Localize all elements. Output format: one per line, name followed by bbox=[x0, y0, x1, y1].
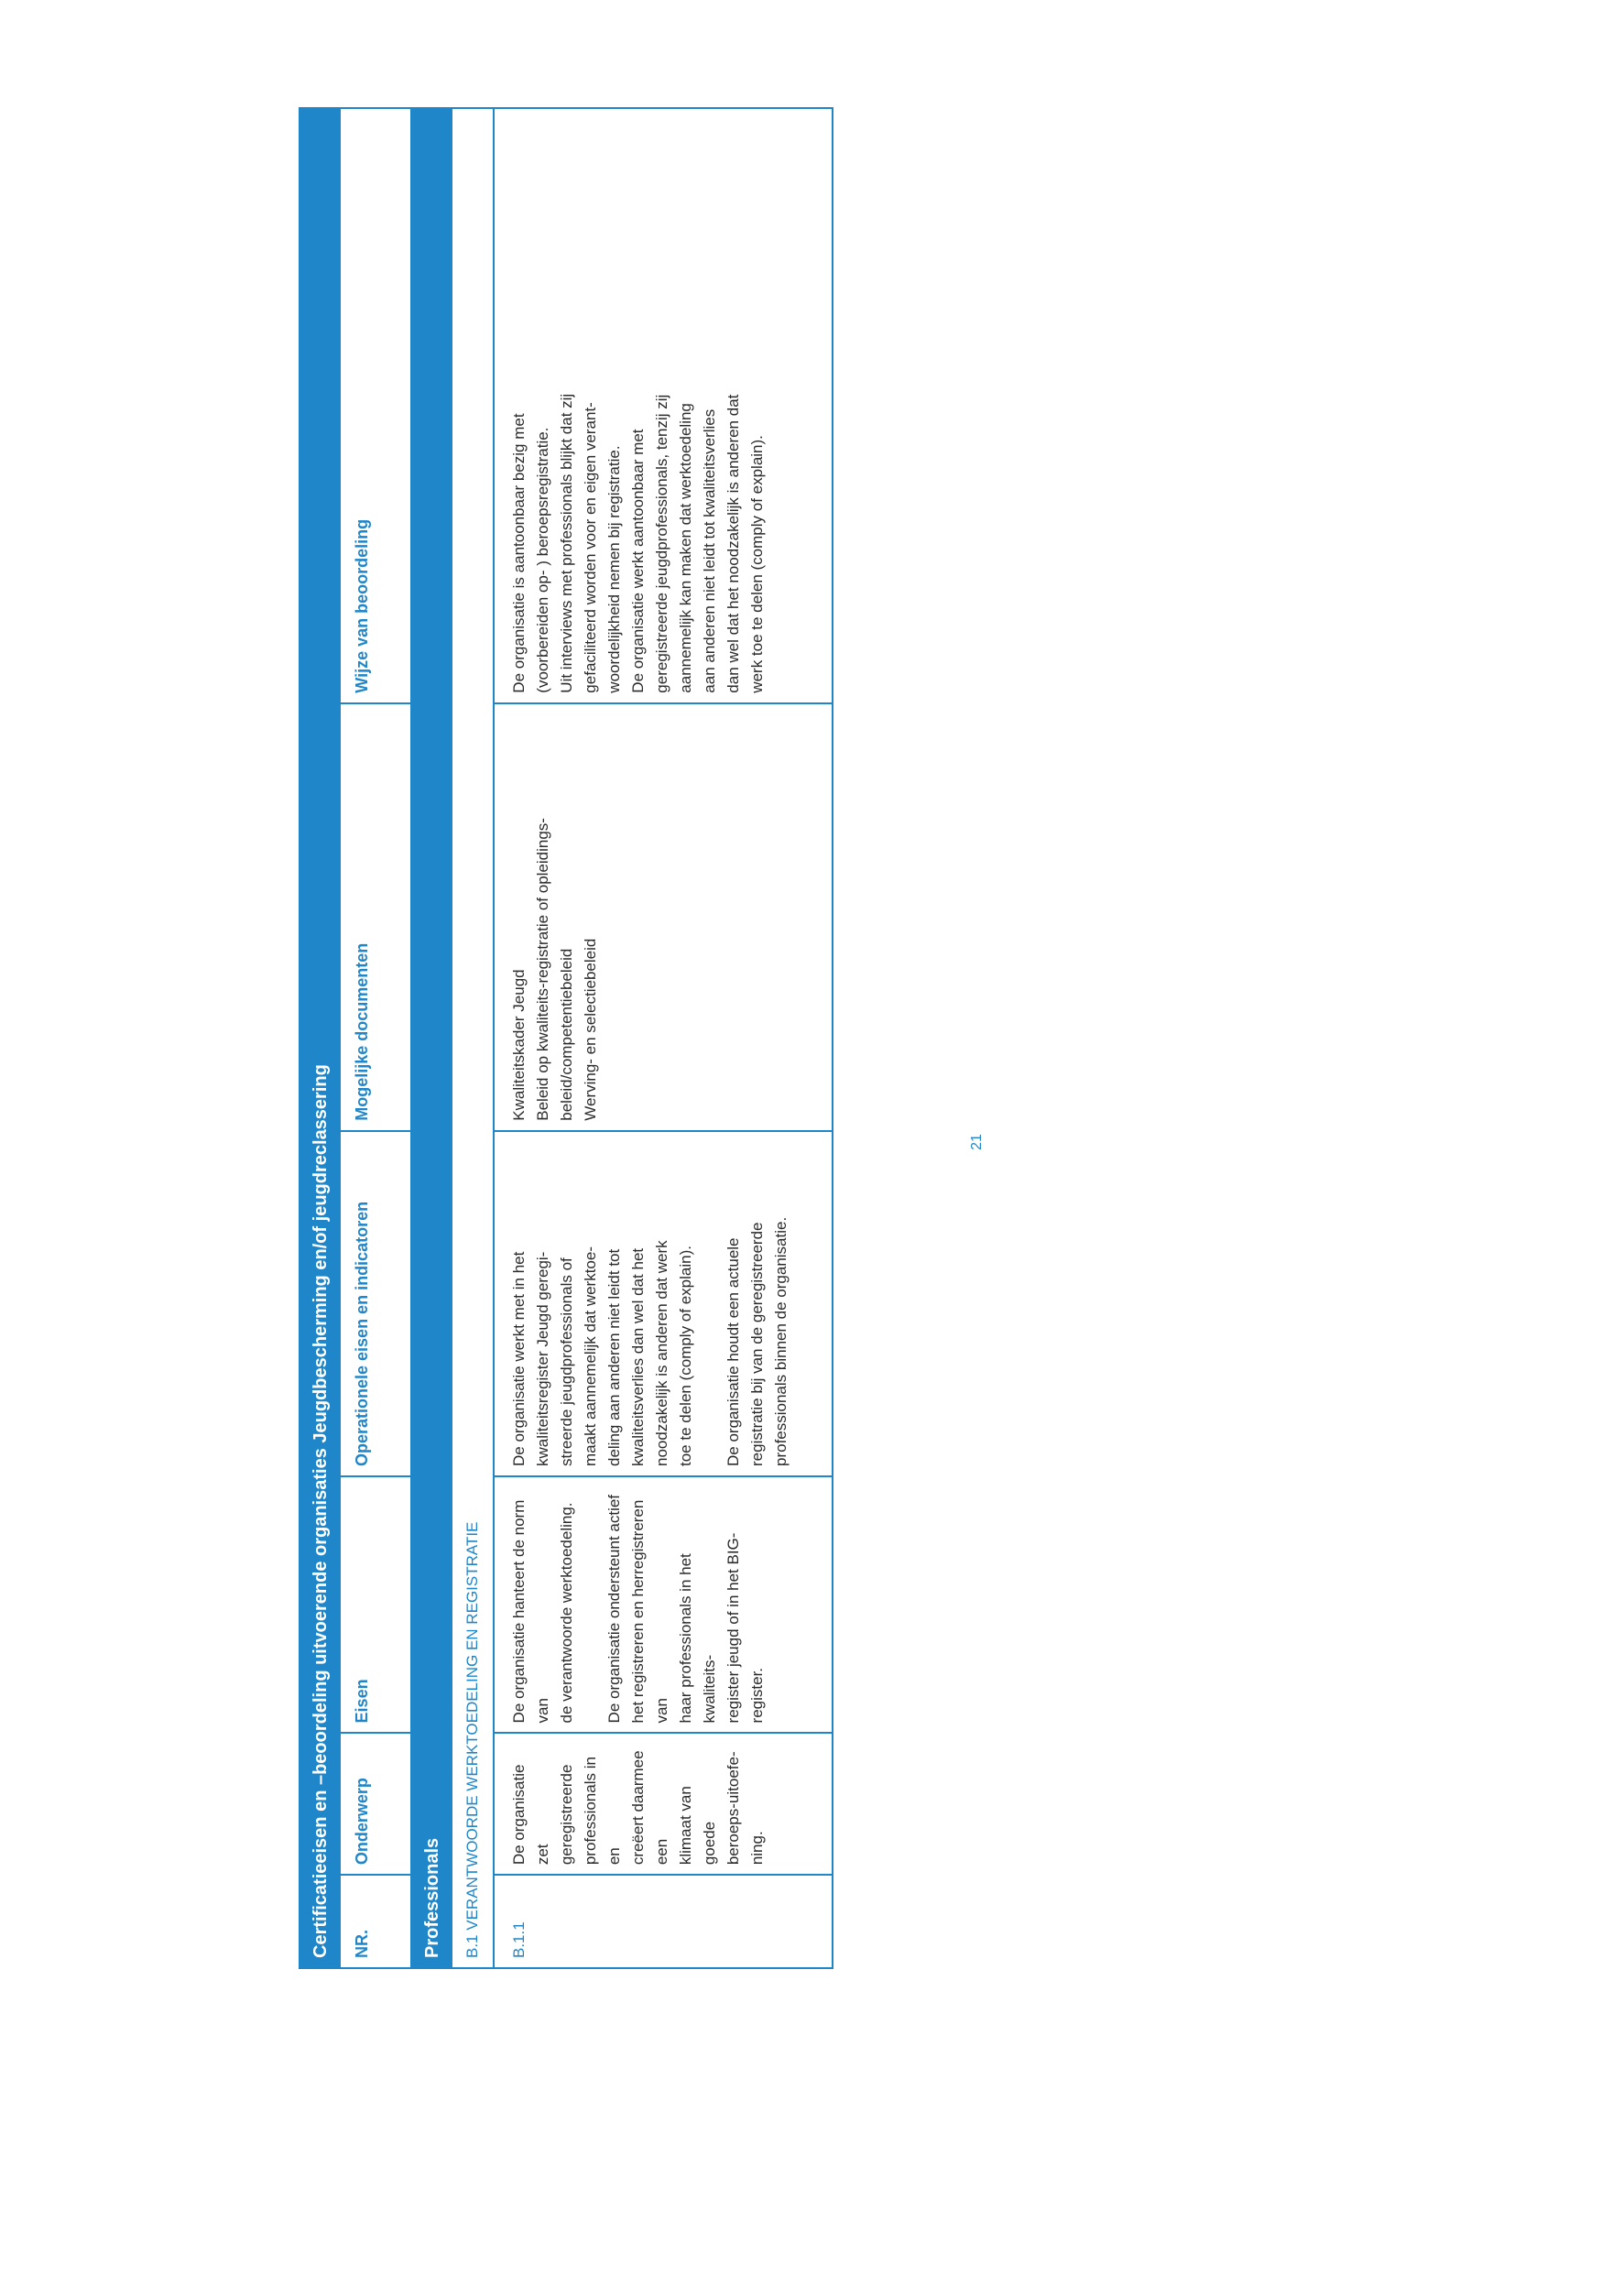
header-onderwerp: Onderwerp bbox=[341, 1732, 410, 1874]
subsection-title: B.1 VERANTWOORDE WERKTOEDELING EN REGISTRATIE bbox=[452, 109, 495, 1967]
text-line: de verantwoorde werktoedeling. bbox=[558, 1502, 575, 1724]
text-line: noodzakelijk is anderen dat werk bbox=[653, 1240, 670, 1466]
text-line: kwaliteitsregister Jeugd geregi- bbox=[534, 1251, 551, 1466]
text-line: (voorbereiden op- ) beroepsregistratie. bbox=[534, 427, 551, 693]
text-line: Werving- en selectiebeleid bbox=[582, 938, 599, 1121]
header-nr: NR. bbox=[341, 1874, 410, 1967]
text-line: professionals binnen de organisatie. bbox=[772, 1216, 790, 1466]
table-header-row bbox=[341, 109, 412, 1967]
text-line: gefaciliteerd worden voor en eigen verant- bbox=[582, 402, 599, 693]
text-line: beroeps-uitoefe- bbox=[724, 1751, 742, 1866]
text-line: woordelijkheid nemen bij registratie. bbox=[605, 445, 623, 693]
text-line: aan anderen niet leidt tot kwaliteitsverlies bbox=[701, 408, 718, 693]
text-line: streerde jeugdprofessionals of bbox=[558, 1257, 575, 1466]
section-title: Professionals bbox=[412, 109, 452, 1967]
row-nr: B.1.1 bbox=[495, 1874, 833, 1967]
text-line: Uit interviews met professionals blijkt dat zij bbox=[558, 393, 575, 693]
text-line: kwaliteitsverlies dan wel dat het bbox=[629, 1247, 647, 1466]
text-line: De organisatie zet bbox=[510, 1764, 551, 1866]
page-number: 21 bbox=[969, 1134, 985, 1150]
text-line: De organisatie ondersteunt actief bbox=[605, 1494, 623, 1724]
certification-table bbox=[299, 107, 833, 1969]
text-line: aannemelijk kan maken dat werktoedeling bbox=[677, 403, 694, 693]
text-line: Beleid op kwaliteits-registratie of opleidings- bbox=[534, 818, 551, 1121]
text-line: De organisatie werkt aantoonbaar met bbox=[629, 429, 647, 693]
header-mogelijke-documenten: Mogelijke documenten bbox=[341, 702, 410, 1130]
text-line: maakt aannemelijk dat werktoe- bbox=[582, 1246, 599, 1466]
text-line: deling aan anderen niet leidt tot bbox=[605, 1248, 623, 1466]
eisen-paragraph-1 bbox=[507, 1486, 579, 1723]
text-line: dan wel dat het noodzakelijk is anderen dat bbox=[724, 394, 742, 693]
text-line: register jeugd of in het BIG-register. bbox=[724, 1532, 766, 1724]
header-eisen: Eisen bbox=[341, 1475, 410, 1732]
row-wijze-van-beoordeling bbox=[495, 109, 833, 702]
text-line: geregistreerde bbox=[558, 1764, 575, 1866]
eisen-paragraph-2 bbox=[603, 1486, 769, 1723]
text-line: werk toe te delen (comply of explain). bbox=[748, 435, 766, 693]
text-line: De organisatie werkt met in het bbox=[510, 1251, 528, 1466]
operationeel-paragraph-2 bbox=[722, 1141, 793, 1466]
text-line: De organisatie is aantoonbaar bezig met bbox=[510, 413, 528, 693]
text-line: geregistreerde jeugdprofessionals, tenzij zij bbox=[653, 394, 670, 693]
text-line: creëert daarmee een bbox=[629, 1750, 670, 1866]
text-line: registratie bij van de geregistreerde bbox=[748, 1222, 766, 1466]
row-mogelijke-documenten bbox=[495, 702, 833, 1130]
text-line: ning. bbox=[748, 1831, 766, 1866]
text-line: haar professionals in het kwaliteits- bbox=[677, 1553, 718, 1724]
operationeel-paragraph-1 bbox=[507, 1141, 698, 1466]
text-line: het registreren en herregistreren van bbox=[629, 1499, 670, 1724]
row-eisen bbox=[495, 1475, 833, 1732]
text-line: De organisatie hanteert de norm van bbox=[510, 1499, 551, 1724]
row-onderwerp bbox=[495, 1732, 833, 1874]
text-line: beleid/competentiebeleid bbox=[558, 948, 575, 1121]
text-line: toe te delen (comply of explain). bbox=[677, 1246, 694, 1466]
table-row bbox=[495, 109, 833, 1967]
text-line: klimaat van goede bbox=[677, 1786, 718, 1866]
row-operationele-eisen bbox=[495, 1130, 833, 1475]
text-line: Kwaliteitskader Jeugd bbox=[510, 969, 528, 1121]
header-operationele-eisen: Operationele eisen en indicatoren bbox=[341, 1130, 410, 1475]
text-line: De organisatie houdt een actuele bbox=[724, 1237, 742, 1466]
text-line: professionals in en bbox=[582, 1757, 623, 1866]
header-wijze-van-beoordeling: Wijze van beoordeling bbox=[353, 518, 371, 693]
rotated-table-area bbox=[299, 107, 833, 1969]
table-title: Certificatieeisen en –beoordeling uitvoerende organisaties Jeugdbescherming en/of jeugdreclassering bbox=[300, 109, 341, 1967]
